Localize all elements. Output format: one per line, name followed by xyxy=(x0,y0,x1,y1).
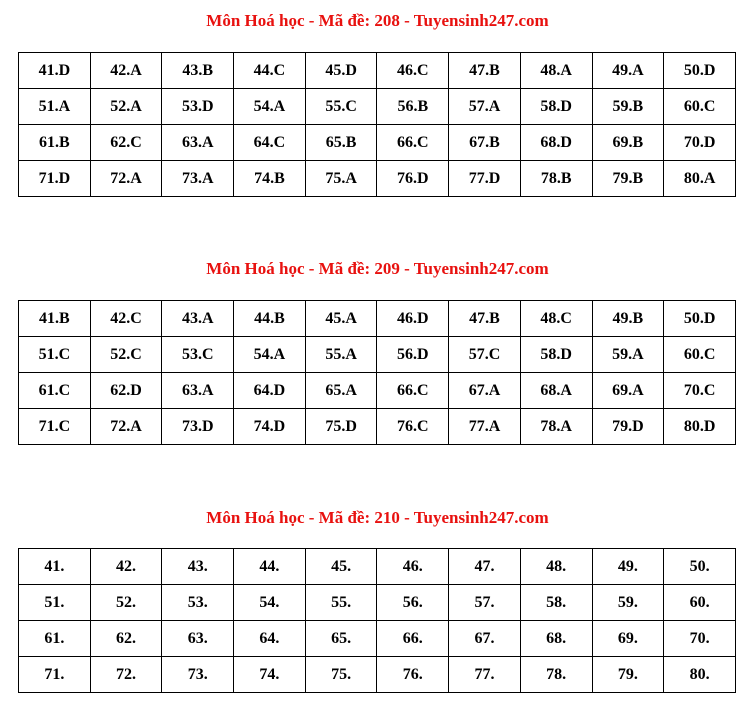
table-row xyxy=(19,585,736,621)
answer-cell: 69.A xyxy=(592,373,664,409)
answer-cell: 73. xyxy=(162,657,234,693)
answer-cell: 78. xyxy=(520,657,592,693)
answer-cell: 60. xyxy=(664,585,736,621)
answer-cell: 70.C xyxy=(664,373,736,409)
table-row xyxy=(19,53,736,89)
answer-cell: 50. xyxy=(664,549,736,585)
answer-cell: 43.B xyxy=(162,53,234,89)
answer-cell: 64. xyxy=(234,621,306,657)
answer-cell: 58. xyxy=(520,585,592,621)
answer-cell: 72.A xyxy=(90,161,162,197)
answer-cell: 59.A xyxy=(592,337,664,373)
table-row xyxy=(19,373,736,409)
answer-cell: 67.B xyxy=(449,125,521,161)
answer-cell: 59. xyxy=(592,585,664,621)
answer-cell: 76. xyxy=(377,657,449,693)
answer-table-210 xyxy=(18,548,736,693)
table-row xyxy=(19,161,736,197)
answer-cell: 71. xyxy=(19,657,91,693)
answer-cell: 47. xyxy=(449,549,521,585)
answer-cell: 71.D xyxy=(19,161,91,197)
answer-cell: 77.D xyxy=(449,161,521,197)
answer-cell: 63. xyxy=(162,621,234,657)
answer-cell: 60.C xyxy=(664,89,736,125)
answer-cell: 80.D xyxy=(664,409,736,445)
answer-cell: 72. xyxy=(90,657,162,693)
answer-cell: 75.A xyxy=(305,161,377,197)
answer-cell: 44. xyxy=(234,549,306,585)
answer-cell: 44.C xyxy=(234,53,306,89)
answer-cell: 80. xyxy=(664,657,736,693)
answer-cell: 50.D xyxy=(664,53,736,89)
answer-cell: 42.A xyxy=(90,53,162,89)
answer-cell: 42.C xyxy=(90,301,162,337)
answer-cell: 75. xyxy=(305,657,377,693)
answer-cell: 49. xyxy=(592,549,664,585)
answer-cell: 76.D xyxy=(377,161,449,197)
table-row xyxy=(19,125,736,161)
answer-cell: 50.D xyxy=(664,301,736,337)
answer-cell: 63.A xyxy=(162,125,234,161)
answer-cell: 79.B xyxy=(592,161,664,197)
answer-cell: 65. xyxy=(305,621,377,657)
answer-cell: 52.A xyxy=(90,89,162,125)
answer-cell: 58.D xyxy=(520,89,592,125)
answer-cell: 55.A xyxy=(305,337,377,373)
answer-cell: 77. xyxy=(449,657,521,693)
section-title-208: Môn Hoá học - Mã đề: 208 - Tuyensinh247.com xyxy=(206,11,549,30)
answer-cell: 52. xyxy=(90,585,162,621)
answer-cell: 56.D xyxy=(377,337,449,373)
answer-cell: 53.C xyxy=(162,337,234,373)
table-row xyxy=(19,409,736,445)
answer-cell: 80.A xyxy=(664,161,736,197)
answer-cell: 53.D xyxy=(162,89,234,125)
answer-cell: 48.A xyxy=(520,53,592,89)
answer-cell: 49.B xyxy=(592,301,664,337)
answer-cell: 62. xyxy=(90,621,162,657)
answer-cell: 75.D xyxy=(305,409,377,445)
answer-cell: 72.A xyxy=(90,409,162,445)
answer-cell: 76.C xyxy=(377,409,449,445)
answer-cell: 44.B xyxy=(234,301,306,337)
answer-cell: 52.C xyxy=(90,337,162,373)
answer-cell: 79. xyxy=(592,657,664,693)
answer-cell: 45.A xyxy=(305,301,377,337)
answer-cell: 64.C xyxy=(234,125,306,161)
answer-cell: 46.C xyxy=(377,53,449,89)
answer-table-209 xyxy=(18,300,736,445)
answer-cell: 57. xyxy=(449,585,521,621)
answer-cell: 61.C xyxy=(19,373,91,409)
answer-cell: 55.C xyxy=(305,89,377,125)
answer-cell: 64.D xyxy=(234,373,306,409)
answer-cell: 57.C xyxy=(449,337,521,373)
answer-cell: 42. xyxy=(90,549,162,585)
answer-cell: 65.B xyxy=(305,125,377,161)
answer-cell: 45. xyxy=(305,549,377,585)
table-row xyxy=(19,657,736,693)
answer-cell: 60.C xyxy=(664,337,736,373)
answer-cell: 58.D xyxy=(520,337,592,373)
answer-cell: 53. xyxy=(162,585,234,621)
answer-cell: 70.D xyxy=(664,125,736,161)
answer-cell: 48.C xyxy=(520,301,592,337)
section-title-210: Môn Hoá học - Mã đề: 210 - Tuyensinh247.com xyxy=(206,508,549,527)
answer-cell: 62.D xyxy=(90,373,162,409)
answer-cell: 56. xyxy=(377,585,449,621)
answer-cell: 71.C xyxy=(19,409,91,445)
table-row xyxy=(19,337,736,373)
answer-cell: 41.D xyxy=(19,53,91,89)
answer-cell: 73.D xyxy=(162,409,234,445)
answer-table-208 xyxy=(18,52,736,197)
answer-cell: 54.A xyxy=(234,89,306,125)
table-row xyxy=(19,621,736,657)
answer-cell: 46.D xyxy=(377,301,449,337)
answer-cell: 67.A xyxy=(449,373,521,409)
answer-cell: 68. xyxy=(520,621,592,657)
answer-cell: 55. xyxy=(305,585,377,621)
answer-cell: 61.B xyxy=(19,125,91,161)
answer-cell: 45.D xyxy=(305,53,377,89)
answer-cell: 70. xyxy=(664,621,736,657)
answer-cell: 79.D xyxy=(592,409,664,445)
answer-cell: 48. xyxy=(520,549,592,585)
section-title-209: Môn Hoá học - Mã đề: 209 - Tuyensinh247.com xyxy=(206,259,549,278)
answer-cell: 62.C xyxy=(90,125,162,161)
answer-cell: 54. xyxy=(234,585,306,621)
answer-cell: 59.B xyxy=(592,89,664,125)
answer-cell: 78.B xyxy=(520,161,592,197)
answer-cell: 47.B xyxy=(449,53,521,89)
answer-cell: 73.A xyxy=(162,161,234,197)
answer-cell: 63.A xyxy=(162,373,234,409)
answer-cell: 68.A xyxy=(520,373,592,409)
answer-cell: 56.B xyxy=(377,89,449,125)
answer-cell: 43.A xyxy=(162,301,234,337)
answer-cell: 41. xyxy=(19,549,91,585)
answer-cell: 51.A xyxy=(19,89,91,125)
table-row xyxy=(19,549,736,585)
answer-cell: 43. xyxy=(162,549,234,585)
answer-cell: 74.B xyxy=(234,161,306,197)
answer-cell: 74. xyxy=(234,657,306,693)
answer-cell: 66. xyxy=(377,621,449,657)
answer-cell: 66.C xyxy=(377,125,449,161)
table-row xyxy=(19,89,736,125)
answer-cell: 47.B xyxy=(449,301,521,337)
answer-cell: 54.A xyxy=(234,337,306,373)
answer-cell: 69. xyxy=(592,621,664,657)
answer-cell: 68.D xyxy=(520,125,592,161)
answer-cell: 61. xyxy=(19,621,91,657)
answer-cell: 66.C xyxy=(377,373,449,409)
answer-cell: 49.A xyxy=(592,53,664,89)
answer-cell: 78.A xyxy=(520,409,592,445)
answer-cell: 77.A xyxy=(449,409,521,445)
answer-cell: 51.C xyxy=(19,337,91,373)
answer-cell: 41.B xyxy=(19,301,91,337)
answer-cell: 67. xyxy=(449,621,521,657)
table-row xyxy=(19,301,736,337)
answer-cell: 51. xyxy=(19,585,91,621)
answer-cell: 69.B xyxy=(592,125,664,161)
answer-cell: 57.A xyxy=(449,89,521,125)
answer-cell: 46. xyxy=(377,549,449,585)
answer-cell: 74.D xyxy=(234,409,306,445)
answer-cell: 65.A xyxy=(305,373,377,409)
